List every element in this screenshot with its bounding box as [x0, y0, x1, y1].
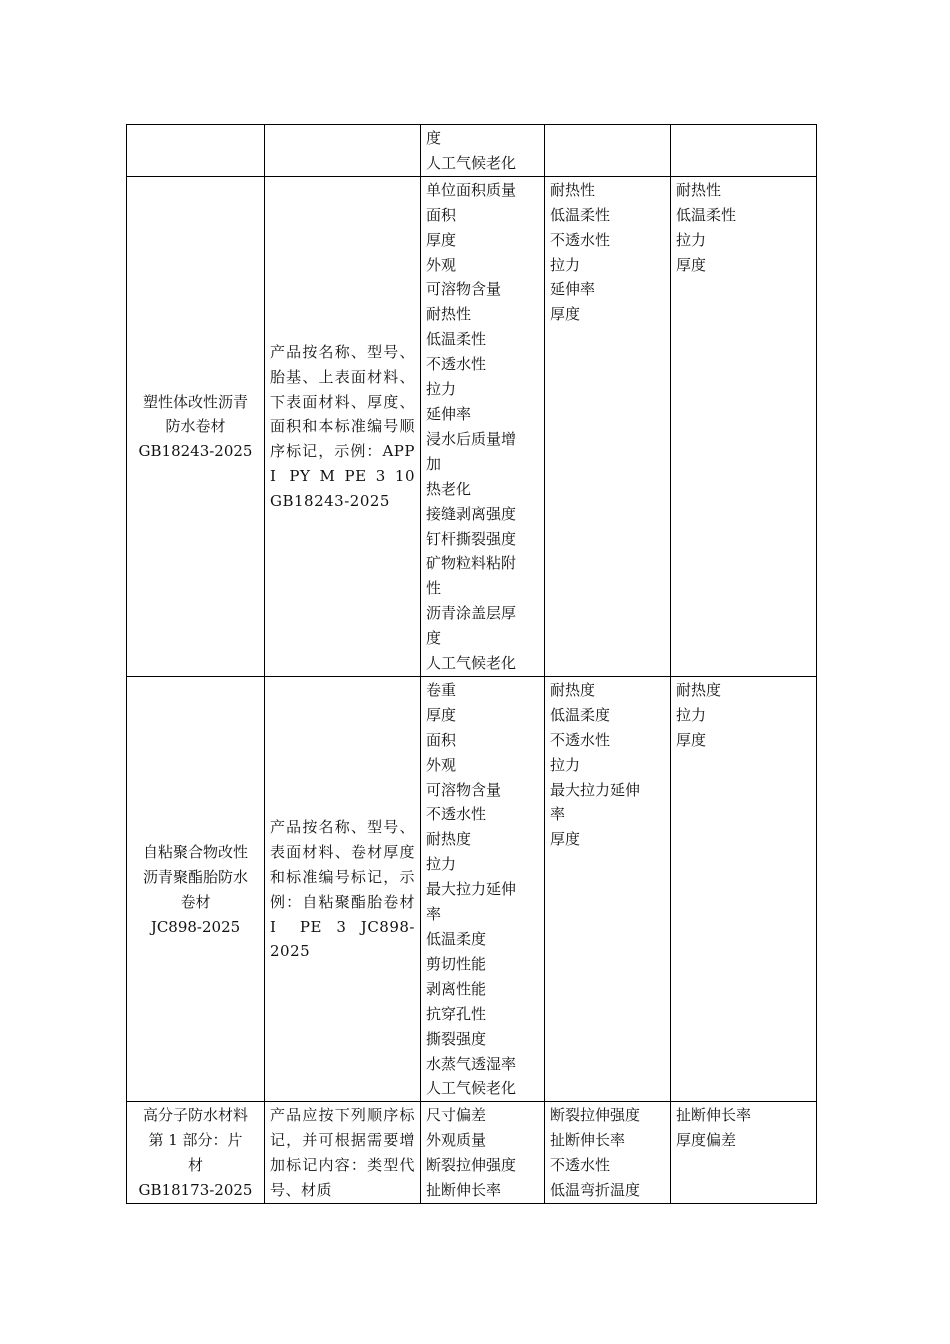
list-item: 低温柔性 [550, 205, 611, 224]
list-item: 拉力 [550, 255, 581, 274]
product-name-line: 塑性体改性沥青 [142, 392, 248, 411]
product-name-line: 第 1 部分：片 [148, 1131, 243, 1150]
list-item: 拉力 [676, 230, 707, 249]
list-item: 不透水性 [550, 230, 611, 249]
test-item: 卷重 [426, 680, 457, 699]
list-cell-5 [671, 176, 817, 676]
test-item: 外观 [426, 255, 457, 274]
list-cell-4 [545, 125, 671, 177]
list-item: 厚度 [676, 730, 707, 749]
product-name-line: 防水卷材 [165, 417, 226, 436]
test-item: 厚度 [426, 230, 457, 249]
list-item: 耐热度 [676, 680, 722, 699]
list-item: 耐热度 [550, 680, 596, 699]
test-item: 率 [426, 905, 442, 924]
test-item: 面积 [426, 730, 457, 749]
list-cell-5 [671, 676, 817, 1101]
test-items-cell [421, 676, 545, 1101]
list-item: 耐热性 [550, 180, 596, 199]
test-item: 矿物粒料粘附 [426, 554, 517, 573]
product-name-line: JC898-2025 [150, 917, 241, 936]
test-item: 钉杆撕裂强度 [426, 529, 517, 548]
test-item: 性 [426, 579, 442, 598]
test-item: 不透水性 [426, 805, 487, 824]
test-item: 沥青涂盖层厚 [426, 604, 517, 623]
test-item: 接缝剥离强度 [426, 504, 517, 523]
test-item: 剪切性能 [426, 954, 487, 973]
test-item: 外观 [426, 755, 457, 774]
test-item: 拉力 [426, 855, 457, 874]
list-item: 拉力 [550, 755, 581, 774]
test-item: 可溶物含量 [426, 280, 502, 299]
test-item: 人工气候老化 [426, 1079, 517, 1098]
test-item: 最大拉力延伸 [426, 880, 517, 899]
test-item: 热老化 [426, 479, 472, 498]
product-name-line: 沥青聚酯胎防水 [142, 867, 248, 886]
test-item: 外观质量 [426, 1131, 487, 1150]
list-cell-5 [671, 1102, 817, 1204]
list-item: 最大拉力延伸 [550, 780, 641, 799]
marking-cell [265, 176, 421, 676]
list-item: 延伸率 [550, 280, 596, 299]
test-item: 耐热度 [426, 830, 472, 849]
test-item: 断裂拉伸强度 [426, 1156, 517, 1175]
test-item: 低温柔性 [426, 330, 487, 349]
table-row [127, 176, 817, 676]
list-item: 率 [550, 805, 566, 824]
test-item: 人工气候老化 [426, 654, 517, 673]
test-item: 可溶物含量 [426, 780, 502, 799]
marking-text: 产品按名称、型号、胎基、上表面材料、下表面材料、厚度、面积和本标准编号顺序标记，示例：APP Ⅰ PY M PE 3 10 GB18243-2025 [270, 342, 415, 511]
test-item: 扯断伸长率 [426, 1181, 502, 1200]
test-item: 人工气候老化 [426, 153, 517, 172]
list-cell-5 [671, 125, 817, 177]
list-item: 断裂拉伸强度 [550, 1106, 641, 1125]
marking-cell [265, 676, 421, 1101]
test-items-cell [421, 176, 545, 676]
list-item: 低温柔度 [550, 705, 611, 724]
test-item: 延伸率 [426, 404, 472, 423]
list-item: 厚度偏差 [676, 1131, 737, 1150]
test-item: 拉力 [426, 380, 457, 399]
test-item: 撕裂强度 [426, 1029, 487, 1048]
test-item: 度 [426, 129, 442, 147]
list-item: 低温弯折温度 [550, 1181, 641, 1200]
product-name-cell [127, 176, 265, 676]
list-cell-4 [545, 1102, 671, 1204]
test-item: 剥离性能 [426, 979, 487, 998]
product-name-line: 卷材 [180, 892, 211, 911]
list-item: 不透水性 [550, 730, 611, 749]
test-item: 单位面积质量 [426, 180, 517, 199]
marking-cell [265, 125, 421, 177]
test-item: 度 [426, 629, 442, 648]
table-row [127, 676, 817, 1101]
product-name-line: GB18243-2025 [138, 442, 253, 461]
table-row [127, 1102, 817, 1204]
list-item: 不透水性 [550, 1156, 611, 1175]
test-item: 抗穿孔性 [426, 1004, 487, 1023]
list-item: 厚度 [550, 305, 581, 324]
test-items-cell [421, 1102, 545, 1204]
test-items-cell [421, 125, 545, 177]
test-item: 尺寸偏差 [426, 1106, 487, 1125]
test-item: 耐热性 [426, 305, 472, 324]
test-item: 低温柔度 [426, 930, 487, 948]
product-name-cell [127, 676, 265, 1101]
test-item: 浸水后质量增 [426, 429, 517, 448]
product-name-line: GB18173-2025 [138, 1181, 253, 1200]
list-item: 扯断伸长率 [550, 1131, 626, 1150]
product-name-cell [127, 1102, 265, 1204]
test-item: 面积 [426, 205, 457, 224]
list-item: 扯断伸长率 [676, 1106, 752, 1125]
list-item: 耐热性 [676, 180, 722, 199]
product-name-line: 高分子防水材料 [142, 1106, 248, 1125]
standards-table [126, 124, 817, 1204]
marking-cell [265, 1102, 421, 1204]
list-item: 厚度 [676, 255, 707, 274]
test-item: 不透水性 [426, 355, 487, 374]
list-cell-4 [545, 176, 671, 676]
product-name-line: 材 [187, 1156, 203, 1175]
list-item: 拉力 [676, 705, 707, 724]
marking-text: 产品按名称、型号、表面材料、卷材厚度和标准编号标记，示例：自粘聚酯胎卷材 Ⅰ PE 3 JC898-2025 [270, 817, 415, 961]
marking-text: 产品应按下列顺序标记，并可根据需要增加标记内容：类型代号、材质 [270, 1106, 415, 1200]
test-item: 水蒸气透湿率 [426, 1054, 517, 1073]
list-item: 低温柔性 [676, 205, 737, 224]
test-item: 加 [426, 454, 442, 473]
list-item: 厚度 [550, 830, 581, 849]
list-cell-4 [545, 676, 671, 1101]
table-row [127, 125, 817, 177]
product-name-line: 自粘聚合物改性 [142, 842, 248, 861]
table-body [127, 125, 817, 1204]
test-item: 厚度 [426, 705, 457, 724]
product-name-cell [127, 125, 265, 177]
